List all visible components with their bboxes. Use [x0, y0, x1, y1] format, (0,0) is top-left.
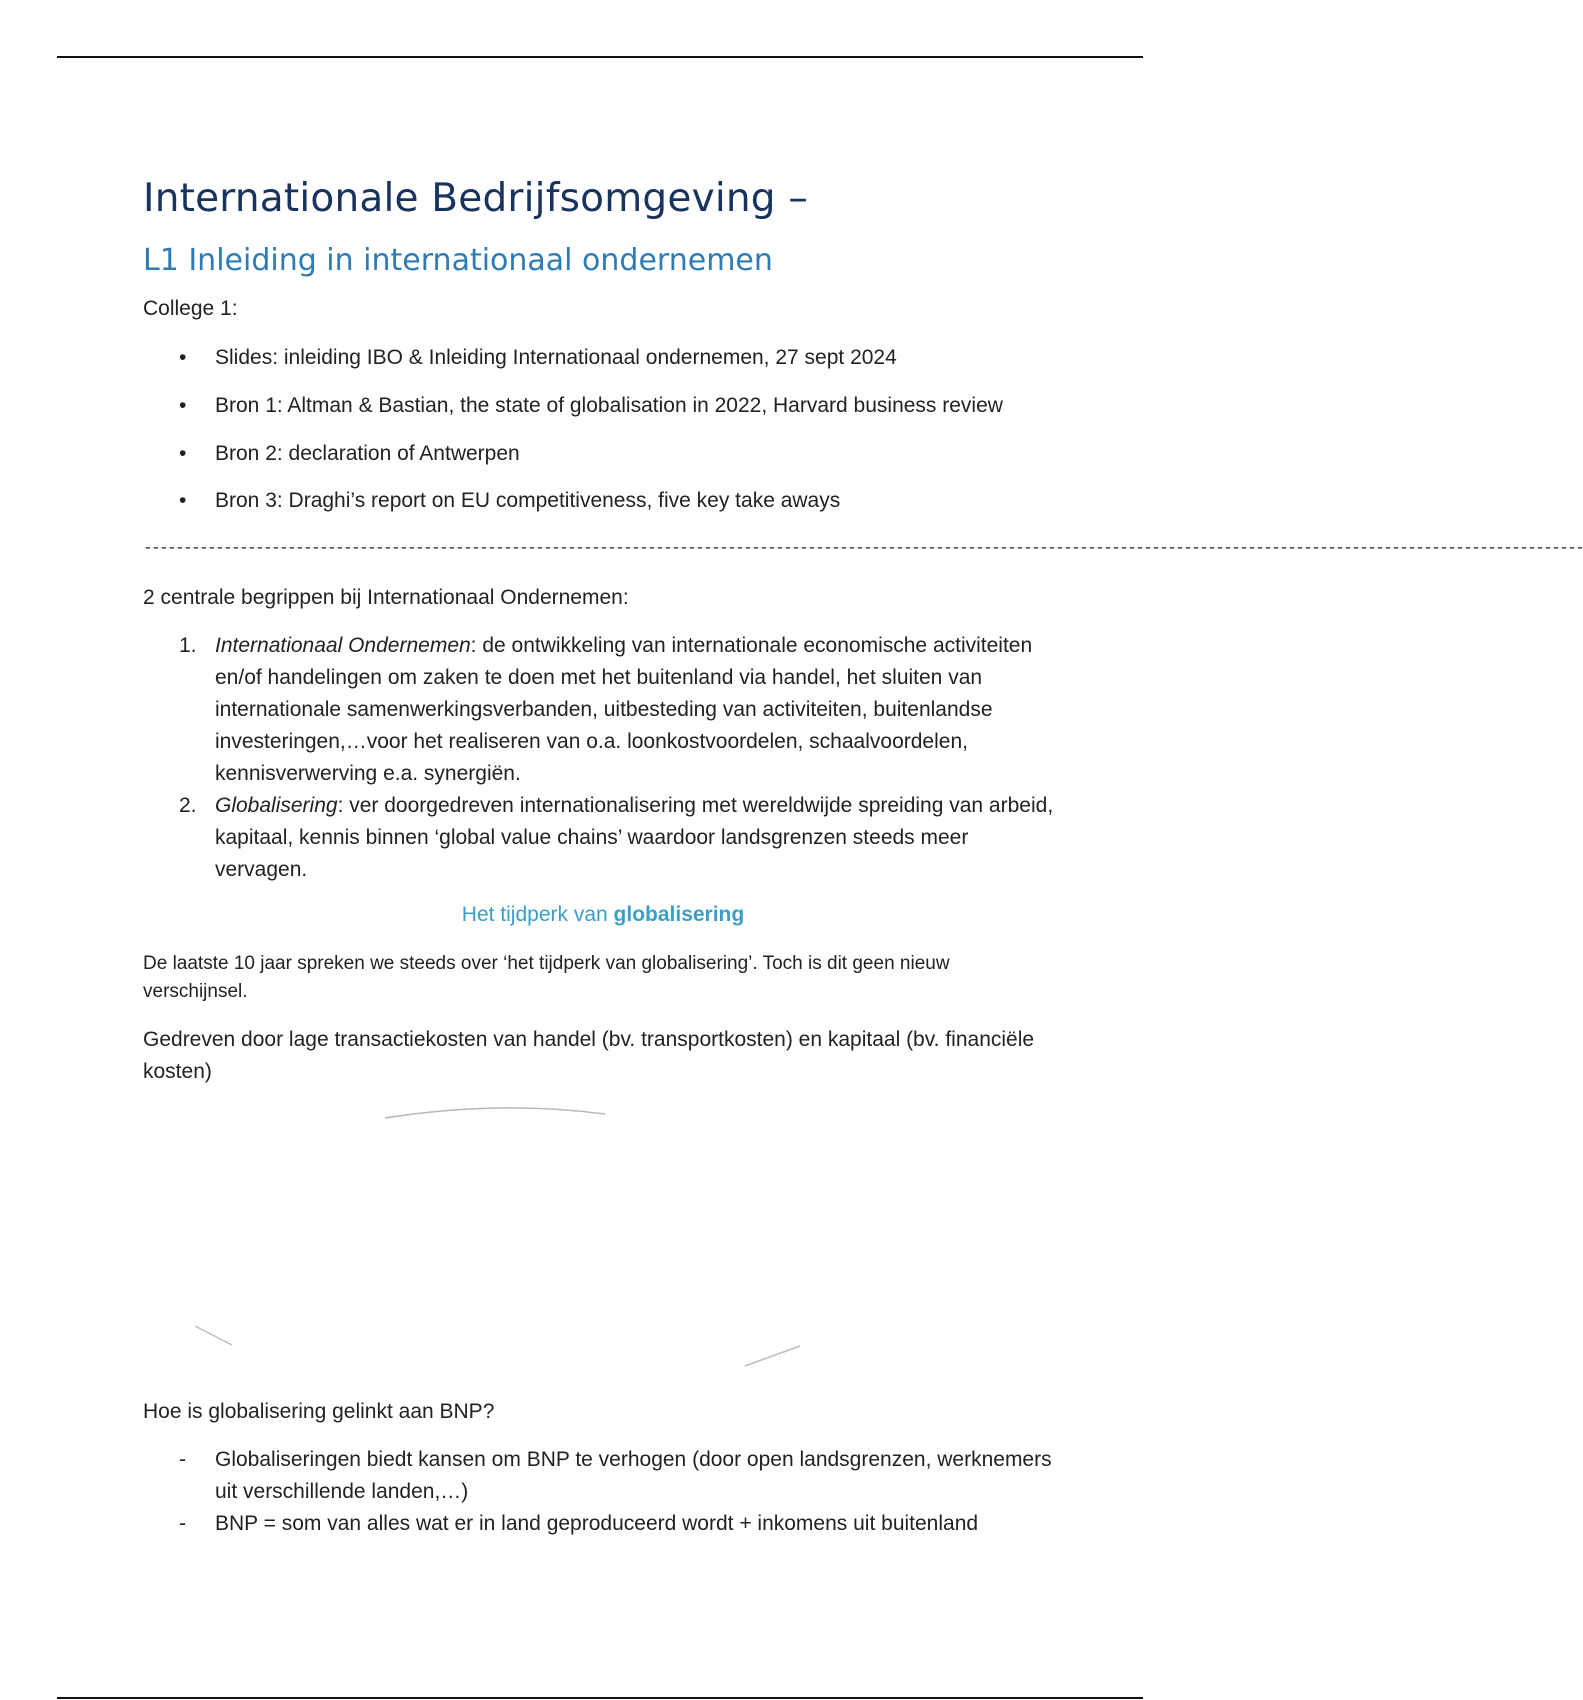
concept-body [215, 630, 1065, 790]
concepts-intro: 2 centrale begrippen bij Internationaal Ondernemen: [143, 586, 629, 609]
bullet-icon: • [179, 489, 187, 512]
bullet-icon: • [179, 394, 187, 417]
separator-line: ------------------------------------------------------------------------------------------------------------------------------------------------------------------------------------ [143, 539, 1583, 557]
bottom-rule [57, 1697, 1143, 1699]
source-text: Slides: inleiding IBO & Inleiding Internationaal ondernemen, 27 sept 2024 [215, 346, 897, 369]
era-paragraph: De laatste 10 jaar spreken we steeds over ‘het tijdperk van globalisering’. Toch is dit geen nieuw verschijnsel. [143, 953, 950, 1002]
dash-icon: - [179, 1448, 186, 1471]
concept-term: Globalisering [215, 794, 338, 817]
top-rule [57, 56, 1143, 58]
sketch-arc-top [385, 1108, 605, 1118]
driven-paragraph: Gedreven door lage transactiekosten van handel (bv. transportkosten) en kapitaal (bv. financiële kosten) [143, 1028, 1035, 1083]
gdp-point: BNP = som van alles wat er in land geproduceerd wordt + inkomens uit buitenland [215, 1512, 979, 1535]
college-label: College 1: [143, 297, 238, 320]
sketch-stroke-right [745, 1346, 800, 1366]
section-heading-prefix: Het tijdperk van [461, 903, 614, 926]
bullet-icon: • [179, 442, 187, 465]
document-subtitle: L1 Inleiding in internationaal ondernemen [143, 243, 773, 278]
concept-term: Internationaal Ondernemen [215, 634, 471, 657]
concept-number: 1. [179, 634, 197, 657]
sketch-stroke-left [195, 1326, 232, 1345]
gdp-question: Hoe is globalisering gelinkt aan BNP? [143, 1400, 495, 1423]
concept-number: 2. [179, 794, 197, 817]
concept-definition: : de ontwikkeling van internationale economische activiteiten en/of handelingen om zaken te doen met het buitenland via handel, het sluiten van internationale samenwerkingsverbanden, uitbesteding van activiteiten, buitenlandse investeringen,…voor het realiseren van o.a. loonkostvoordelen, schaalvoordelen, kennisverwerving e.a. synergiën. [215, 634, 1033, 785]
source-text: Bron 3: Draghi’s report on EU competitiveness, five key take aways [215, 489, 841, 512]
section-heading-bold: globalisering [613, 903, 745, 926]
dash-icon: - [179, 1512, 186, 1535]
concept-definition: : ver doorgedreven internationalisering met wereldwijde spreiding van arbeid, kapitaal, kennis binnen ‘global value chains’ waardoor landsgrenzen steeds meer vervagen. [215, 794, 1054, 881]
concept-body [215, 790, 1065, 886]
gdp-point: Globaliseringen biedt kansen om BNP te verhogen (door open landsgrenzen, werknemers uit verschillende landen,…) [215, 1448, 1052, 1503]
source-text: Bron 1: Altman & Bastian, the state of globalisation in 2022, Harvard business review [215, 394, 1003, 417]
bullet-icon: • [179, 346, 187, 369]
section-heading [143, 903, 1063, 927]
source-text: Bron 2: declaration of Antwerpen [215, 442, 520, 465]
document-title: Internationale Bedrijfsomgeving – [143, 176, 809, 221]
